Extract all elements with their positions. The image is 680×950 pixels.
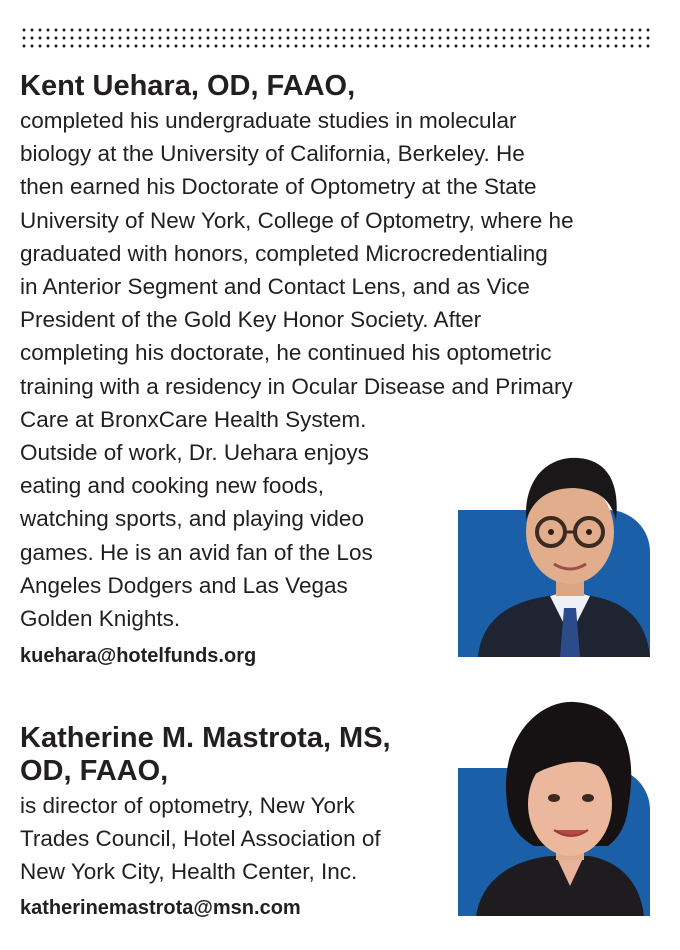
katherine-mastrota-portrait-icon [458, 700, 650, 916]
profile-2-photo [458, 700, 650, 916]
kent-uehara-portrait-icon [458, 440, 650, 657]
profile-2-name: Katherine M. Mastrota, MS, OD, FAAO, [20, 722, 391, 787]
profile-1-email[interactable]: kuehara@hotelfunds.org [20, 645, 257, 667]
profile-1-bio: completed his undergraduate studies in molecular biology at the University of California, Berkeley. He then earned his Doctorate of Optometry at the State University of New York, College of Optometry, where he graduated with honors, completed Microcredentialing in Anterior Segment and Contact Lens, and as Vice President of the Gold Key Honor Society. After completing his doctorate, he continued his optometric training with a residency in Ocular Disease and Primary Care at BronxCare Health System. [20, 108, 574, 432]
profile-1-name: Kent Uehara, OD, FAAO, [20, 70, 356, 102]
profile-2-email[interactable]: katherinemastrota@msn.com [20, 897, 301, 919]
profile-2-bio: is director of optometry, New York Trades Council, Hotel Association of New York City, Health Center, Inc. [20, 793, 381, 885]
dotted-divider [20, 26, 652, 48]
profile-1-photo [458, 440, 650, 657]
profile-1-bio-personal: Outside of work, Dr. Uehara enjoys eating and cooking new foods, watching sports, and playing video games. He is an avid fan of the Los Angeles Dodgers and Las Vegas Golden Knights. [20, 440, 373, 632]
